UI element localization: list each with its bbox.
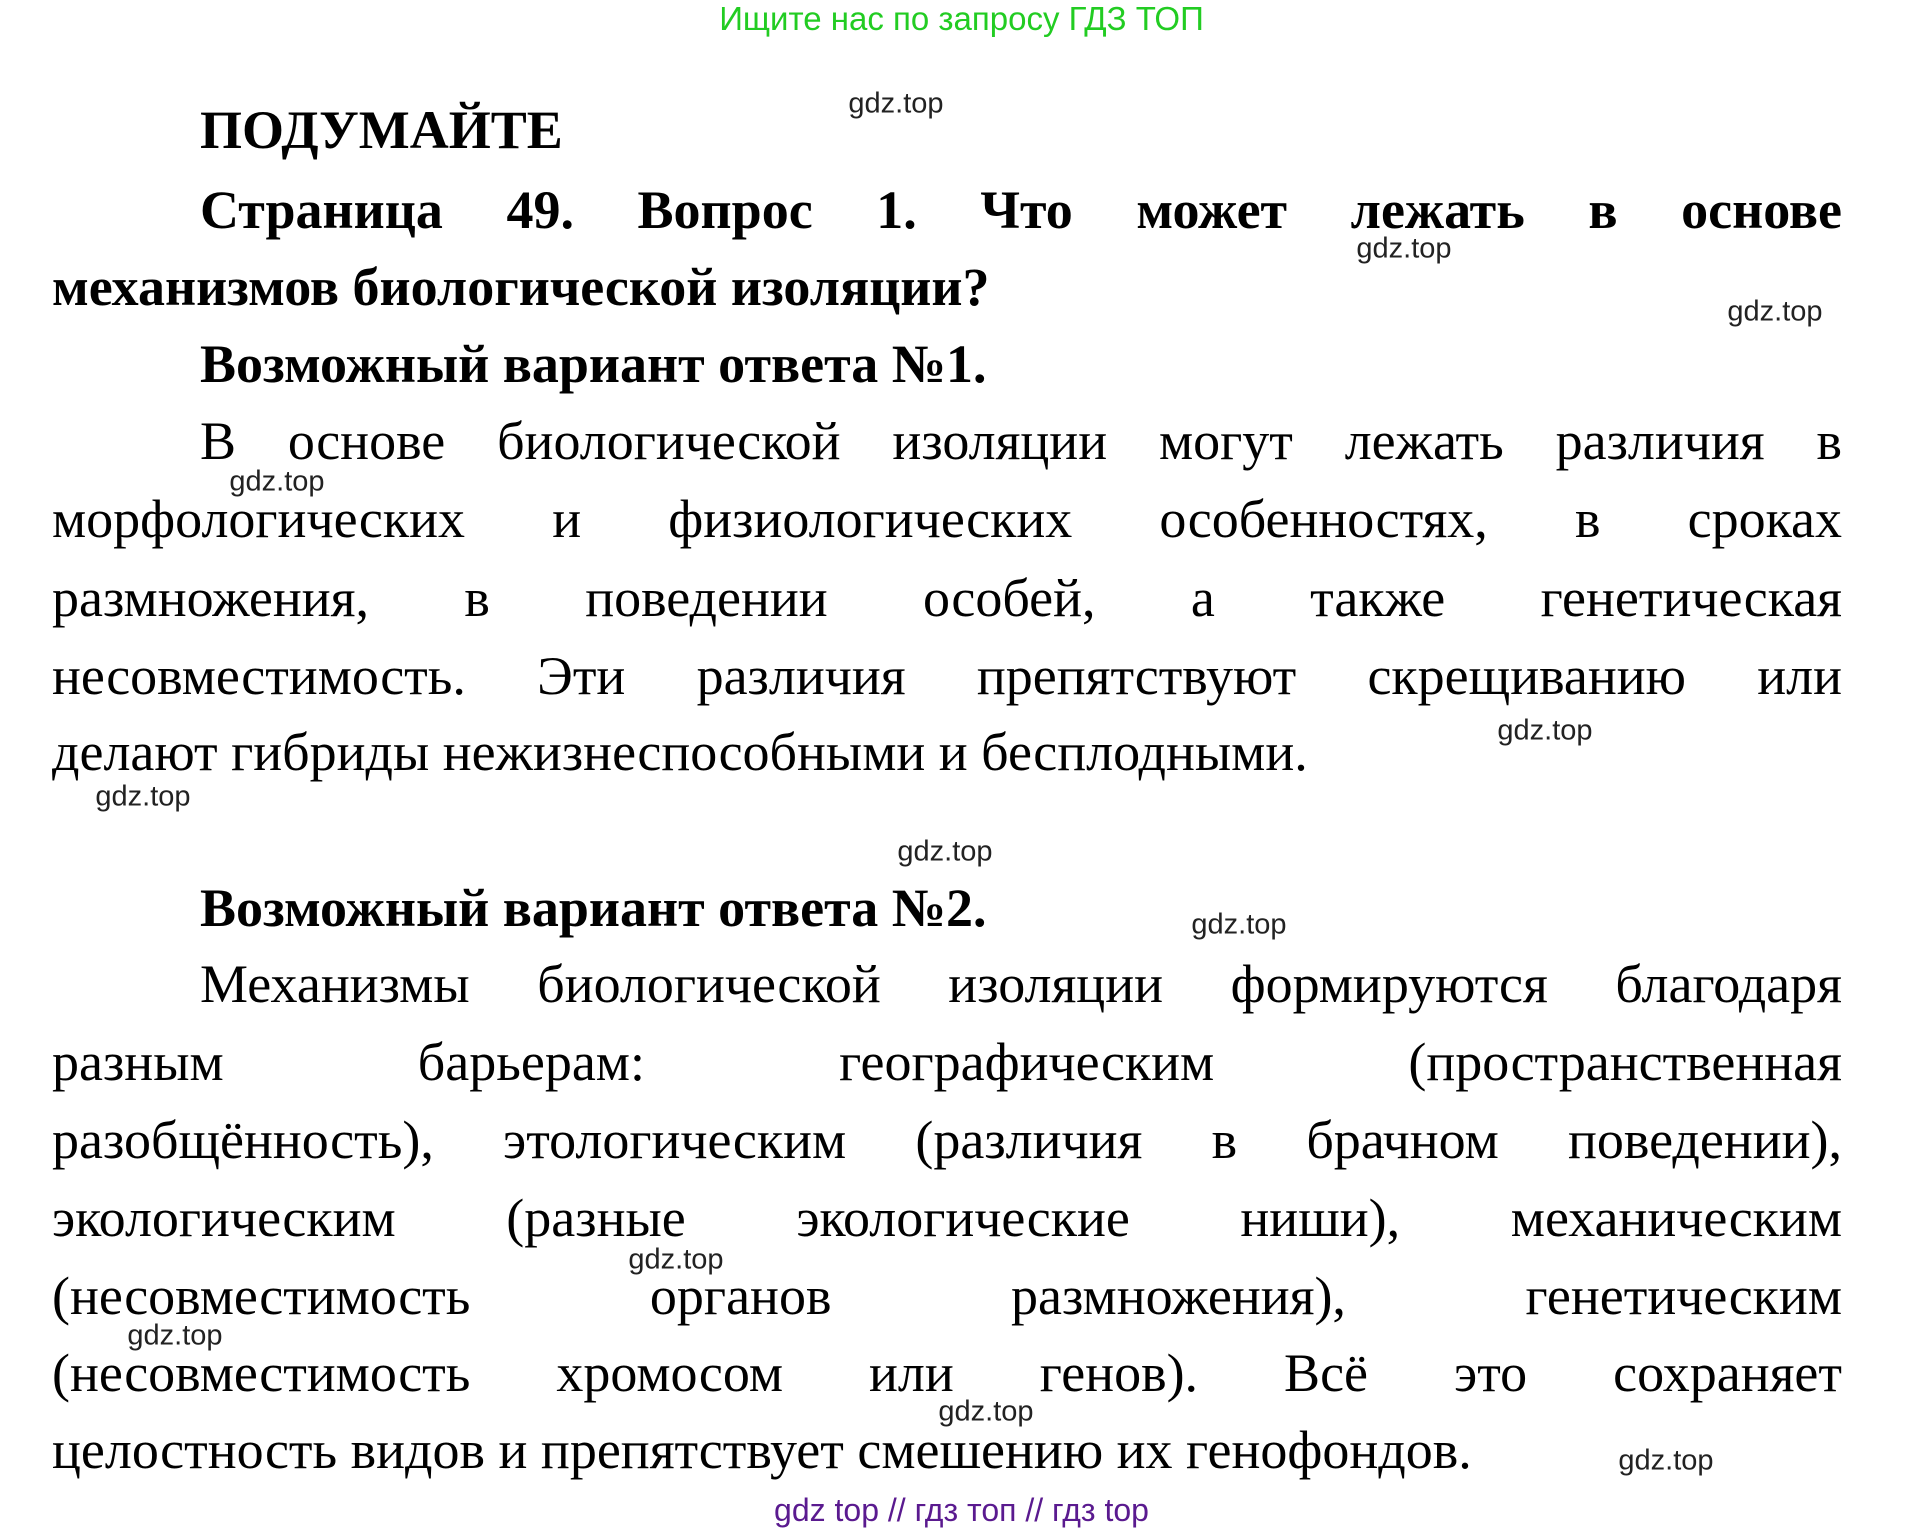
answer1-line: несовместимость. Эти различия препятствуют скрещиванию или <box>52 646 1842 706</box>
answer1-line: В основе биологической изоляции могут лежать различия в <box>200 411 1842 471</box>
answer1-line: морфологических и физиологических особенностях, в сроках <box>52 489 1842 549</box>
answer2-line: Механизмы биологической изоляции формируются благодаря <box>200 954 1842 1014</box>
watermark: gdz.top <box>938 1395 1034 1428</box>
answer1-line: делают гибриды нежизнеспособными и бесплодными. <box>52 722 1308 782</box>
watermark: gdz.top <box>1497 714 1593 747</box>
watermark: gdz.top <box>1191 908 1287 941</box>
answer2-line: разным барьерам: географическим (пространственная <box>52 1032 1842 1092</box>
watermark: gdz.top <box>95 780 191 813</box>
watermark: gdz.top <box>1727 295 1823 328</box>
question-line: механизмов биологической изоляции? <box>52 257 990 317</box>
answer2-line: экологическим (разные экологические ниши), механическим <box>52 1188 1842 1248</box>
answer1-line: размножения, в поведении особей, а также генетическая <box>52 568 1842 628</box>
answer1-heading: Возможный вариант ответа №1. <box>200 334 987 394</box>
watermark: gdz.top <box>127 1319 223 1352</box>
watermark: gdz.top <box>848 87 944 120</box>
section-title: ПОДУМАЙТЕ <box>200 100 563 160</box>
answer2-line: целостность видов и препятствует смешению их генофондов. <box>52 1420 1472 1480</box>
search-hint-banner: Ищите нас по запросу ГДЗ ТОП <box>719 0 1204 37</box>
answer2-line: разобщённость), этологическим (различия в брачном поведении), <box>52 1110 1842 1170</box>
watermark: gdz.top <box>628 1243 724 1276</box>
watermark: gdz.top <box>1356 232 1452 265</box>
watermark: gdz.top <box>229 465 325 498</box>
answer2-heading: Возможный вариант ответа №2. <box>200 878 987 938</box>
question-line: Страница 49. Вопрос 1. Что может лежать в основе <box>200 180 1842 240</box>
answer2-line: (несовместимость хромосом или генов). Всё это сохраняет <box>52 1343 1842 1403</box>
watermark: gdz.top <box>1618 1444 1714 1477</box>
footer-banner: gdz top // гдз топ // гдз top <box>774 1492 1149 1528</box>
watermark: gdz.top <box>897 835 993 868</box>
answer2-line: (несовместимость органов размножения), генетическим <box>52 1266 1842 1326</box>
